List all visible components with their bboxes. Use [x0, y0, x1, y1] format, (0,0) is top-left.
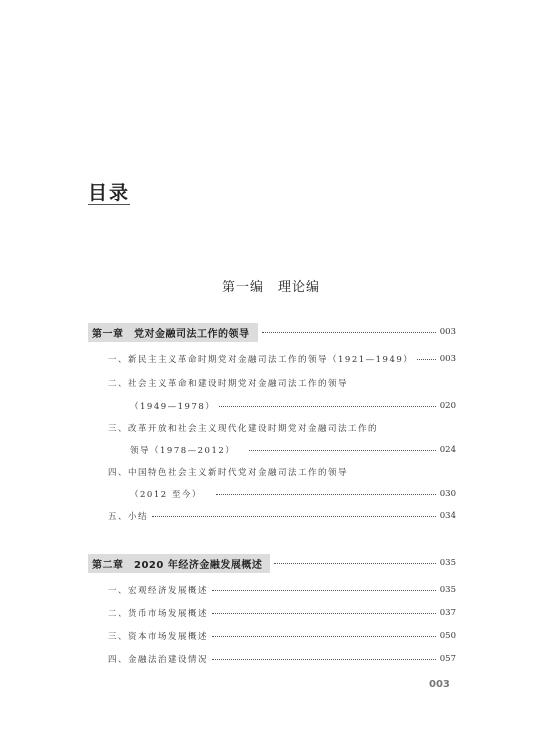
entry-text: （2012 至今）	[130, 490, 202, 500]
leader-dots	[216, 494, 436, 495]
entry-page: 035	[439, 585, 456, 595]
toc-entry-1-2-cont[interactable]	[130, 398, 456, 414]
entry-text: 二、货币市场发展概述	[108, 609, 209, 619]
toc-entry-1-4[interactable]	[108, 464, 456, 480]
toc-entry-1-4-cont[interactable]	[130, 486, 456, 502]
leader-dots	[274, 563, 435, 564]
entry-text: 一、宏观经济发展概述	[108, 586, 209, 596]
entry-page: 037	[439, 608, 456, 618]
part-title: 第一编 理论编	[221, 280, 320, 295]
entry-text: 二、社会主义革命和建设时期党对金融司法工作的领导	[108, 379, 349, 389]
leader-dots	[212, 659, 436, 660]
entry-page: 020	[439, 401, 456, 411]
chapter-2-label: 第二章 2020 年经济金融发展概述	[88, 554, 270, 573]
entry-text: 领导（1978—2012）	[130, 446, 236, 456]
leader-dots	[212, 636, 436, 637]
leader-dots	[152, 516, 436, 517]
entry-page: 024	[439, 445, 456, 455]
toc-title-underline	[88, 204, 130, 205]
toc-entry-2-2[interactable]	[108, 605, 456, 621]
toc-entry-2-1[interactable]	[108, 582, 456, 598]
entry-page: 057	[439, 654, 456, 664]
leader-dots	[262, 332, 436, 333]
chapter-1-heading[interactable]	[88, 324, 456, 340]
toc-entry-2-4[interactable]	[108, 651, 456, 667]
entry-page: 003	[439, 354, 456, 364]
entry-text: 三、资本市场发展概述	[108, 632, 209, 642]
toc-entry-1-3-cont[interactable]	[130, 442, 456, 458]
leader-dots	[417, 359, 435, 360]
toc-entry-1-5[interactable]	[108, 508, 456, 524]
entry-text: 一、新民主主义革命时期党对金融司法工作的领导（1921—1949）	[108, 355, 414, 365]
leader-dots	[212, 613, 436, 614]
entry-text: 三、改革开放和社会主义现代化建设时期党对金融司法工作的	[108, 424, 379, 434]
toc-entry-1-1[interactable]	[108, 351, 456, 367]
entry-page: 034	[439, 511, 456, 521]
chapter-1-label: 第一章 党对金融司法工作的领导	[88, 323, 258, 342]
leader-dots	[249, 450, 436, 451]
toc-entry-1-3[interactable]	[108, 420, 456, 436]
entry-text: 五、小结	[108, 512, 149, 522]
leader-dots	[212, 590, 436, 591]
entry-text: 四、中国特色社会主义新时代党对金融司法工作的领导	[108, 468, 349, 478]
chapter-1-page: 003	[439, 327, 456, 337]
entry-text: （1949—1978）	[130, 402, 216, 412]
page-number: 003	[429, 679, 450, 690]
entry-page: 050	[439, 631, 456, 641]
toc-entry-2-3[interactable]	[108, 628, 456, 644]
chapter-2-heading[interactable]	[88, 555, 456, 571]
chapter-2-page: 035	[439, 558, 456, 568]
entry-page: 030	[439, 489, 456, 499]
toc-title: 目录	[88, 182, 131, 204]
entry-text: 四、金融法治建设情况	[108, 655, 209, 665]
leader-dots	[219, 406, 436, 407]
toc-entry-1-2[interactable]	[108, 375, 456, 391]
